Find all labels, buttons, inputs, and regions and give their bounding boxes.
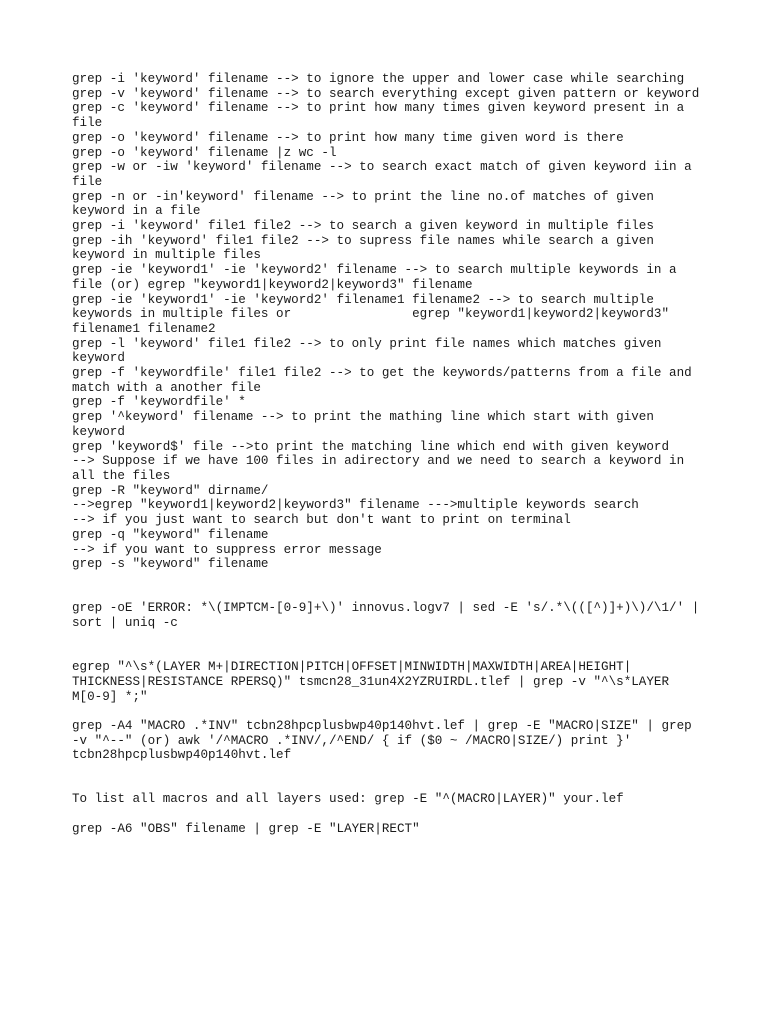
note-line: grep 'keyword$' file -->to print the matching line which end with given keyword xyxy=(72,439,670,454)
note-line: grep -ie 'keyword1' -ie 'keyword2' filename1 filename2 --> to search multiple keywords in multiple files or egrep "keyword1|keyword2|keyword3" filename1 filename2 xyxy=(72,292,670,336)
note-line: grep -o 'keyword' filename --> to print how many time given word is there xyxy=(72,130,624,145)
note-line: grep -l 'keyword' file1 file2 --> to only print file names which matches given keyword xyxy=(72,336,662,366)
error-count-command: grep -oE 'ERROR: *\(IMPTCM-[0-9]+\)' innovus.logv7 | sed -E 's/.*\(([^)]+)\)/\1/' | sort | uniq -c xyxy=(72,601,700,630)
note-line: grep -q "keyword" filename xyxy=(72,527,269,542)
blank-space xyxy=(72,631,702,660)
note-line: grep -ie 'keyword1' -ie 'keyword2' filename --> to search multiple keywords in a file (or) egrep "keyword1|keyword2|keyword3" filename xyxy=(72,263,677,292)
blank-space xyxy=(72,807,702,822)
note-line: grep '^keyword' filename --> to print the mathing line which start with given keyword xyxy=(72,410,654,439)
note-line: --> Suppose if we have 100 files in adirectory and we need to search a keyword in all the files xyxy=(72,454,685,483)
note-line: grep -v 'keyword' filename --> to search everything except given pattern or keyword xyxy=(72,86,700,101)
note-line: --> if you want to suppress error message xyxy=(72,542,382,557)
note-line: grep -i 'keyword' filename --> to ignore the upper and lower case while searching xyxy=(72,72,685,86)
note-line: --> if you just want to search but don't want to print on terminal xyxy=(72,513,571,528)
note-line: grep -o 'keyword' filename |z wc -l xyxy=(72,145,337,160)
document-page xyxy=(72,72,702,836)
note-line: grep -w or -iw 'keyword' filename --> to search exact match of given keyword iin a file xyxy=(72,160,692,189)
blank-space xyxy=(72,572,702,601)
list-macros-layers-note: To list all macros and all layers used: grep -E "^(MACRO|LAYER)" your.lef xyxy=(72,792,624,807)
lef-macro-size-command: grep -A4 "MACRO .*INV" tcbn28hpcplusbwp40p140hvt.lef | grep -E "MACRO|SIZE" | grep -v "^--" (or) awk '/^MACRO .*INV/,/^END/ { if ($0 ~ /MACRO|SIZE/) print }' tcbn28hpcplusbwp40p140hvt.lef xyxy=(72,718,692,763)
note-line: grep -i 'keyword' file1 file2 --> to search a given keyword in multiple files xyxy=(72,219,654,234)
blank-space xyxy=(72,704,702,719)
note-line: grep -f 'keywordfile' file1 file2 --> to get the keywords/patterns from a file and match with a another file xyxy=(72,366,692,395)
note-line: grep -f 'keywordfile' * xyxy=(72,395,246,410)
note-line: grep -c 'keyword' filename --> to print how many times given keyword present in a file xyxy=(72,101,685,131)
tlef-layer-command: egrep "^\s*(LAYER M+|DIRECTION|PITCH|OFFSET|MINWIDTH|MAXWIDTH|AREA|HEIGHT| THICKNESS|RESISTANCE RPERSQ)" tsmcn28_31un4X2YZRUIRDL.tlef | grep -v "^\s*LAYER M[0-9] *;" xyxy=(72,660,670,704)
note-line: grep -R "keyword" dirname/ xyxy=(72,483,269,498)
note-line: -->egrep "keyword1|keyword2|keyword3" filename --->multiple keywords search xyxy=(72,498,639,513)
note-line: grep -s "keyword" filename xyxy=(72,557,269,572)
note-line: grep -n or -in'keyword' filename --> to print the line no.of matches of given keyword in a file xyxy=(72,189,654,219)
grep-notes-list xyxy=(72,72,702,572)
obs-layer-rect-command: grep -A6 "OBS" filename | grep -E "LAYER|RECT" xyxy=(72,821,420,836)
note-line: grep -ih 'keyword' file1 file2 --> to supress file names while search a given keyword in multiple files xyxy=(72,233,654,263)
blank-space xyxy=(72,763,702,792)
